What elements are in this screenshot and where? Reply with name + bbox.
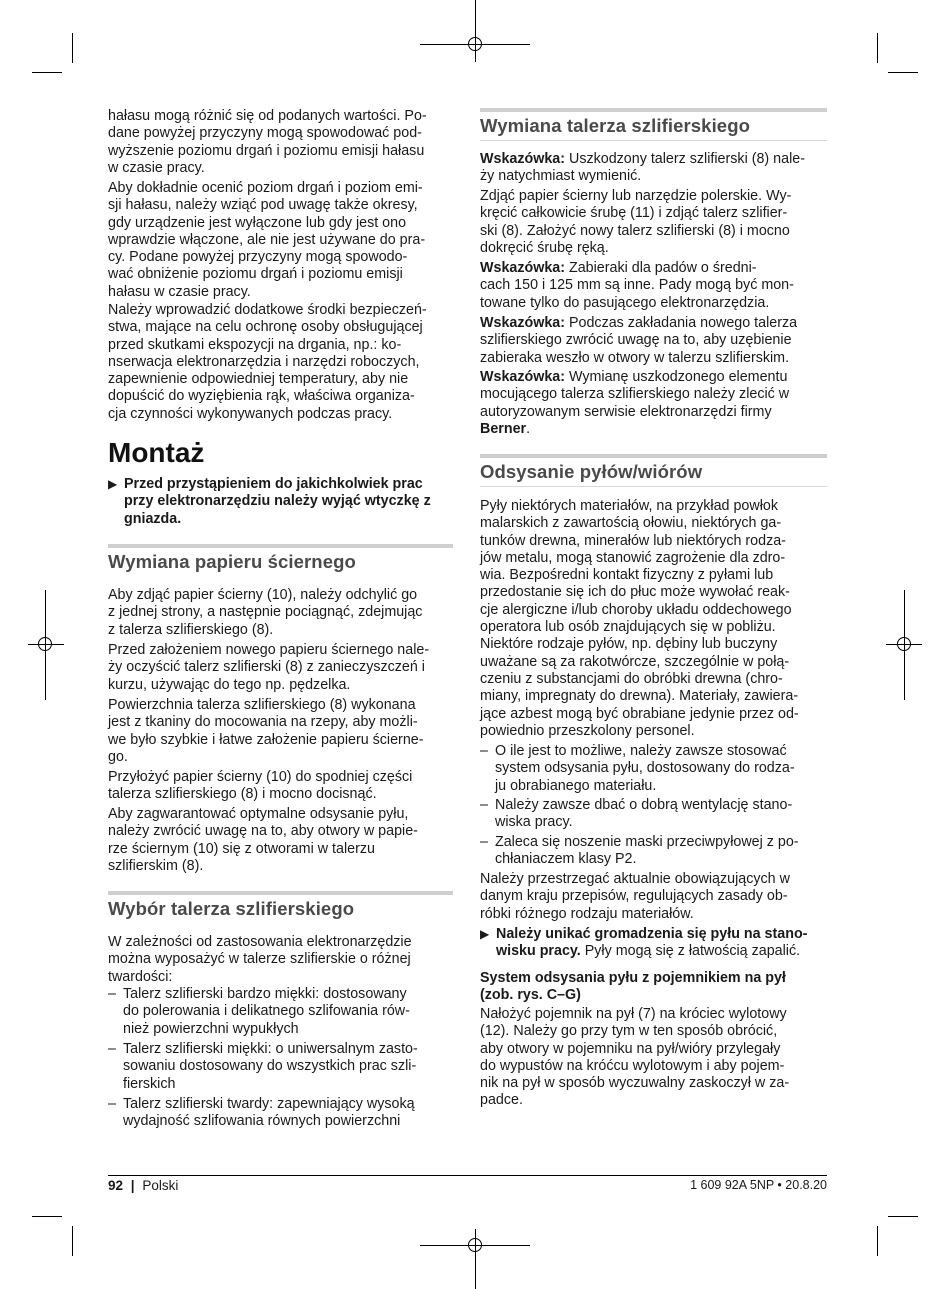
list-item xyxy=(108,1041,453,1093)
list-item-text: Talerz szlifierski twardy: zapewniający wysoką wydajność szlifowania równych powierzchni xyxy=(123,1096,415,1130)
registration-circle-icon xyxy=(468,37,482,51)
warning-rest: Pyły mogą się z łatwością zapalić. xyxy=(580,943,801,960)
language-label: Polski xyxy=(142,1178,179,1193)
section-title-replace-pad: Wymiana talerza szlifierskiego xyxy=(480,115,750,136)
list-item-text: O ile jest to możliwe, należy zawsze stosować system odsysania pyłu, dostosowany do rodza- ju obrabianego materiału. xyxy=(495,743,795,794)
dash-bullet: – xyxy=(108,1041,116,1057)
paragraph-safety: Należy wprowadzić dodatkowe środki bezpieczeń- stwa, mające na celu ochronę osoby obsługującej przed skutkami ekspozycji na drgania, np.: ko- nserwacja elektronarzędzia i narzędzi roboczych, zapewnienie odpowiedniej temperatury, aby nie dopuścić do wyziębienia rąk, właściwa organiza- cja czynności wykonywanych podczas pracy. xyxy=(108,302,427,422)
list-item xyxy=(108,986,453,1038)
section-title-pad: Wybór talerza szlifierskiego xyxy=(108,898,355,919)
sub-p: Nałożyć pojemnik na pył (7) na króciec wylotowy (12). Należy go przy tym w ten sposób obrócić, aby otwory w pojemniku na pył/wióry przylegały do wypustów na króćcu wylotowym i aby pojem- nik na pył w sposób wyczuwalny zaskoczył w za- padce. xyxy=(480,1006,790,1109)
note xyxy=(480,315,827,367)
list-item-text: Zaleca się noszenie maski przeciwpyłowej z po- chłaniaczem klasy P2. xyxy=(495,834,799,868)
sec1-p5: Aby zagwarantować optymalne odsysanie pyłu, należy zwrócić uwagę na to, aby otwory w papie- rze ściernym (10) się z otworami w talerzu szlifierskim (8). xyxy=(108,806,418,874)
section-bar xyxy=(480,108,827,112)
dash-bullet: – xyxy=(108,986,116,1002)
section-bar xyxy=(108,891,453,895)
registration-circle-icon xyxy=(38,637,52,651)
note-label: Wskazówka: xyxy=(480,151,566,167)
crop-mark xyxy=(888,1216,918,1217)
left-paragraph xyxy=(108,302,453,423)
section-bar xyxy=(480,454,827,458)
note-label: Wskazówka: xyxy=(480,369,566,385)
list-item xyxy=(480,743,827,795)
dash-bullet: – xyxy=(480,743,488,759)
list-item-text: Należy zawsze dbać o dobrą wentylację stano- wiska pracy. xyxy=(495,797,793,831)
sec1-p3: Powierzchnia talerza szlifierskiego (8) wykonana jest z tkaniny do mocowania na rzepy, aby możli- we było szybkie i łatwe założenie papieru ścierne- go. xyxy=(108,697,424,765)
note xyxy=(480,151,827,186)
footer-left xyxy=(108,1178,178,1193)
list-item-text: Talerz szlifierski bardzo miękki: dostosowany do polerowania i delikatnego szlifowania rów- nież powierzchni wypukłych xyxy=(123,986,410,1037)
note-label: Wskazówka: xyxy=(480,260,566,276)
sec1-paragraph xyxy=(108,642,453,694)
crop-mark xyxy=(32,1216,62,1217)
dash-bullet: – xyxy=(480,797,488,813)
page-number: 92 xyxy=(108,1178,124,1193)
crop-mark xyxy=(888,72,918,73)
list-item xyxy=(480,834,827,869)
section-bar-thin xyxy=(480,486,827,487)
crop-mark xyxy=(877,33,878,63)
section-title-paper: Wymiana papieru ściernego xyxy=(108,551,356,572)
dust-warning xyxy=(480,926,827,961)
registration-mark-top xyxy=(475,0,476,62)
registration-circle-icon xyxy=(468,1238,482,1252)
paragraph xyxy=(480,498,827,740)
subheading-text: System odsysania pyłu z pojemnikiem na pył (zob. rys. C–G) xyxy=(480,970,786,1004)
section-bar-thin xyxy=(480,140,827,141)
paragraph xyxy=(480,1006,827,1110)
sec1-paragraph xyxy=(108,697,453,766)
sec3-p1: Zdjąć papier ścierny lub narzędzie polerskie. Wy- kręcić całkowicie śrubę (11) i zdjąć talerz szlifier- ski (8). Założyć nowy talerz szlifierski (8) i mocno dokręcić śrubę ręką. xyxy=(480,188,792,256)
sec1-p2: Przed założeniem nowego papieru ściernego nale- ży oczyścić talerz szlifierski (8) z zanieczyszczeń i kurzu, używając do tego np. pędzelka. xyxy=(108,642,430,693)
list-item-text: Talerz szlifierski miękki: o uniwersalnym zasto- sowaniu dostosowany do wszystkich prac szli- fierskich xyxy=(123,1041,418,1092)
list-item xyxy=(108,1096,453,1131)
sec4-p2: Należy przestrzegać aktualnie obowiązujących w danym kraju przepisów, regulujących zasady ob- róbki różnego rodzaju materiałów. xyxy=(480,871,790,922)
section-bar xyxy=(108,544,453,548)
paragraph-vibration: Aby dokładnie ocenić poziom drgań i poziom emi- sji hałasu, należy wziąć pod uwagę także okresy, gdy urządzenie jest wyłączone lub gdy jest ono wprawdzie włączone, ale nie jest używane do pra- cy. Podane powyżej przyczyny mogą spowodo- wać obniżenie poziomu drgań i poziomu emisji hałasu w czasie pracy. xyxy=(108,180,426,300)
paragraph xyxy=(480,188,827,257)
sec1-paragraph xyxy=(108,769,453,804)
dash-bullet: – xyxy=(480,834,488,850)
crop-mark xyxy=(72,33,73,63)
warning-bold: Należy unikać gromadzenia się pyłu na stano- wisku pracy. xyxy=(496,926,808,960)
montaz-heading: Montaż xyxy=(108,437,205,468)
registration-circle-icon xyxy=(897,637,911,651)
note-text: Wymianę uszkodzonego elementu mocującego talerza szlifierskiego należy zlecić w autoryzowanym serwisie elektronarzędzi firmy xyxy=(480,369,790,420)
sec1-paragraph xyxy=(108,806,453,875)
sec1-paragraph xyxy=(108,587,453,639)
crop-mark xyxy=(72,1226,73,1256)
note-end: . xyxy=(526,420,531,437)
footer-separator: | xyxy=(130,1178,135,1193)
sec1-p1: Aby zdjąć papier ścierny (10), należy odchylić go z jednej strony, a następnie pociągnąć, zdejmując z talerza szlifierskiego (8). xyxy=(108,587,423,638)
crop-mark xyxy=(877,1226,878,1256)
note xyxy=(480,369,827,438)
section-title-dust: Odsysanie pyłów/wiórów xyxy=(480,461,703,482)
left-paragraph xyxy=(108,108,453,177)
dash-bullet: – xyxy=(108,1096,116,1112)
list-item xyxy=(480,797,827,832)
crop-mark xyxy=(32,72,62,73)
triangle-bullet-icon: ▶ xyxy=(108,477,118,491)
montaz-warning xyxy=(108,476,453,528)
note-text: Uszkodzony talerz szlifierski (8) nale- ży natychmiast wymienić. xyxy=(480,151,805,185)
note xyxy=(480,260,827,312)
triangle-bullet-icon: ▶ xyxy=(480,927,490,941)
paragraph-noise: hałasu mogą różnić się od podanych wartości. Po- dane powyżej przyczyny mogą spowodować pod- wyższenie poziomu drgań i poziomu emisji hałasu w czasie pracy. xyxy=(108,108,427,176)
brand-name: Berner xyxy=(480,420,527,437)
sec2-p1: W zależności od zastosowania elektronarzędzie można wyposażyć w talerze szlifierskie o różnej twardości: xyxy=(108,934,412,985)
left-paragraph xyxy=(108,180,453,301)
paragraph xyxy=(480,871,827,923)
note-label: Wskazówka: xyxy=(480,315,566,331)
note-text: Podczas zakładania nowego talerza szlifierskiego zwrócić uwagę na to, aby uzębienie zabieraka weszło w otwory w talerzu szlifierskim. xyxy=(480,315,798,366)
warning-text: Przed przystąpieniem do jakichkolwiek prac przy elektronarzędziu należy wyjąć wtyczkę z gniazda. xyxy=(124,476,431,527)
footer-rule xyxy=(108,1175,827,1176)
subheading xyxy=(480,970,827,1005)
sec1-p4: Przyłożyć papier ścierny (10) do spodniej części talerza szlifierskiego (8) i mocno docisnąć. xyxy=(108,769,413,803)
sec2-paragraph xyxy=(108,934,453,986)
doc-code: 1 609 92A 5NP • 20.8.20 xyxy=(690,1178,827,1192)
sec4-p1: Pyły niektórych materiałów, na przykład powłok malarskich z zawartością ołowiu, niektórych ga- tunków drewna, minerałów lub niektórych rodza- jów metalu, mogą stanowić zagrożenie dla zdro- wia. Bezpośredni kontakt fizyczny z pyłami lub przedostanie się ich do płuc może wywołać reak- cje alergiczne i/lub choroby układu oddechowego operatora lub osób znajdujących się w pobliżu. Niektóre rodzaje pyłów, np. dębiny lub buczyny uważane są za rakotwórcze, szczególnie w połą- czeniu z substancjami do obróbki drewna (chro- miany, impregnaty do drewna). Materiały, zawiera- jące azbest mogą być obrabiane jedynie przez od- powiednio przeszkolony personel. xyxy=(480,498,799,739)
note-text: Zabieraki dla padów o średni- cach 150 i 125 mm są inne. Pady mogą być mon- towane tylko do pasującego elektronarzędzia. xyxy=(480,260,794,311)
